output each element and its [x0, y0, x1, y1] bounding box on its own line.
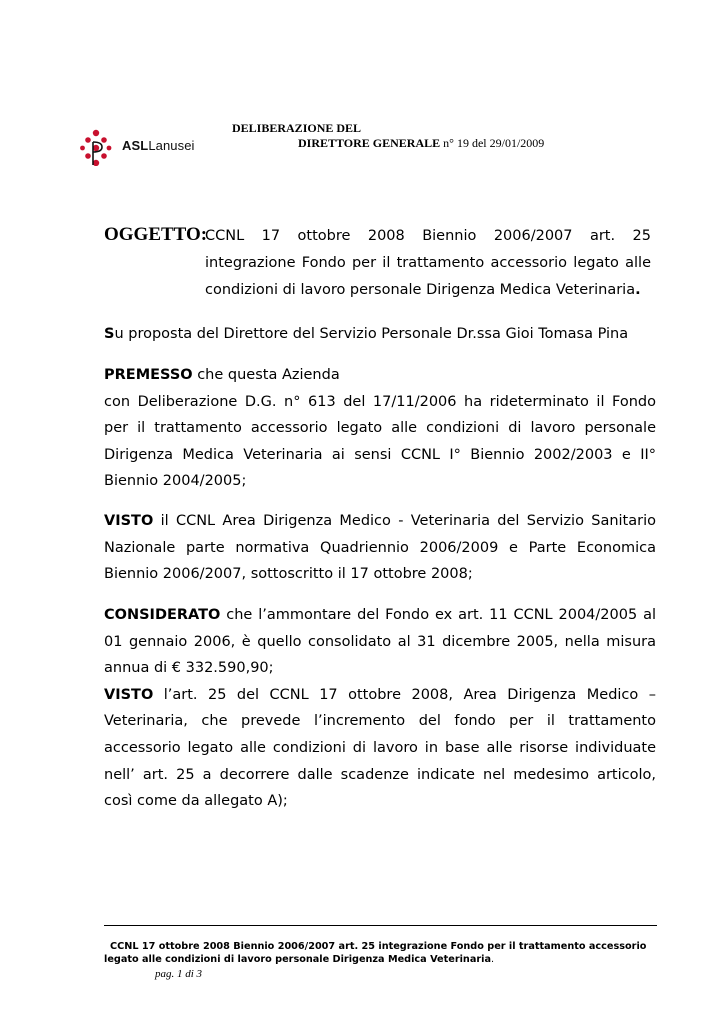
oggetto-line	[205, 277, 651, 304]
asl-logo-mark-icon	[80, 128, 116, 166]
considerato-keyword: CONSIDERATO	[104, 607, 221, 623]
premesso-line: Dirigenza Medica Veterinaria ai sensi CCNL I° Biennio 2002/2003 e II°	[104, 446, 656, 463]
footer-end-period: .	[491, 953, 495, 965]
deliberation-header-line1: DELIBERAZIONE DEL	[232, 121, 362, 135]
considerato-paragraph	[104, 602, 656, 815]
visto-ccnl-line	[104, 508, 656, 535]
logo-text-asl: ASL	[122, 138, 149, 153]
oggetto-label: OGGETTO:	[104, 224, 208, 245]
visto-art25-line: così come da allegato A);	[104, 793, 288, 810]
page-number: pag. 1 di 3	[155, 968, 203, 980]
premesso-paragraph	[104, 362, 656, 495]
visto-art25-line	[104, 682, 656, 709]
deliberation-number-date: n° 19 del 29/01/2009	[440, 136, 545, 150]
footer-line	[104, 954, 656, 967]
visto-art25-line: accessorio legato alle condizioni di lavoro in base alle risorse individuate	[104, 739, 656, 756]
premesso-line: Biennio 2004/2005;	[104, 473, 247, 490]
oggetto-text	[205, 223, 651, 304]
considerato-line: annua di € 332.590,90;	[104, 660, 274, 677]
footer-line-text: legato alle condizioni di lavoro personale Dirigenza Medica Veterinaria	[104, 953, 491, 965]
visto-ccnl-line: Nazionale parte normativa Quadriennio 2006/2009 e Parte Economica	[104, 539, 656, 556]
footer-divider	[104, 925, 657, 926]
oggetto-line: CCNL 17 ottobre 2008 Biennio 2006/2007 art. 25	[205, 228, 651, 244]
visto-art25-line: nell’ art. 25 a decorrere dalle scadenze indicate nel medesimo articolo,	[104, 766, 656, 783]
oggetto-line-text: condizioni di lavoro personale Dirigenza Medica Veterinaria	[205, 282, 636, 298]
premesso-keyword: PREMESSO	[104, 367, 193, 383]
oggetto-line: integrazione Fondo per il trattamento accessorio legato alle	[205, 255, 651, 271]
premesso-line: per il trattamento accessorio legato alle condizioni di lavoro personale	[104, 420, 656, 437]
premesso-intro-line	[104, 362, 656, 389]
premesso-line: con Deliberazione D.G. n° 613 del 17/11/2006 ha rideterminato il Fondo	[104, 393, 656, 410]
proposta-text: u proposta del Direttore del Servizio Personale Dr.ssa Gioi Tomasa Pina	[114, 326, 629, 342]
footer-subject	[104, 941, 656, 966]
logo-text-lanusei: Lanusei	[148, 138, 195, 153]
considerato-line	[104, 602, 656, 629]
visto-ccnl-paragraph	[104, 508, 656, 588]
proposta-initial: S	[104, 326, 115, 342]
visto-ccnl-line: Biennio 2006/2007, sottoscritto il 17 ottobre 2008;	[104, 566, 473, 583]
logo-text	[122, 138, 195, 153]
direttore-generale-label: DIRETTORE GENERALE	[298, 136, 441, 150]
visto-keyword: VISTO	[104, 686, 154, 703]
visto-art25-text: l’art. 25 del CCNL 17 ottobre 2008, Area Dirigenza Medico –	[153, 686, 656, 703]
footer-line: CCNL 17 ottobre 2008 Biennio 2006/2007 art. 25 integrazione Fondo per il trattamento accessorio	[110, 941, 647, 952]
asl-lanusei-logo	[80, 128, 200, 168]
proposta-paragraph	[104, 321, 656, 348]
visto-art25-line: Veterinaria, che prevede l’incremento del fondo per il trattamento	[104, 713, 656, 730]
visto-ccnl-text: il CCNL Area Dirigenza Medico - Veterinaria del Servizio Sanitario	[153, 513, 656, 529]
considerato-text: che l’ammontare del Fondo ex art. 11 CCNL 2004/2005 al	[220, 607, 656, 623]
deliberation-header-line2	[298, 136, 544, 151]
considerato-line: 01 gennaio 2006, è quello consolidato al 31 dicembre 2005, nella misura	[104, 633, 656, 650]
oggetto-end-period: .	[635, 282, 641, 298]
premesso-intro: che questa Azienda	[192, 367, 340, 383]
proposta-line	[104, 321, 656, 348]
visto-keyword: VISTO	[104, 513, 154, 529]
